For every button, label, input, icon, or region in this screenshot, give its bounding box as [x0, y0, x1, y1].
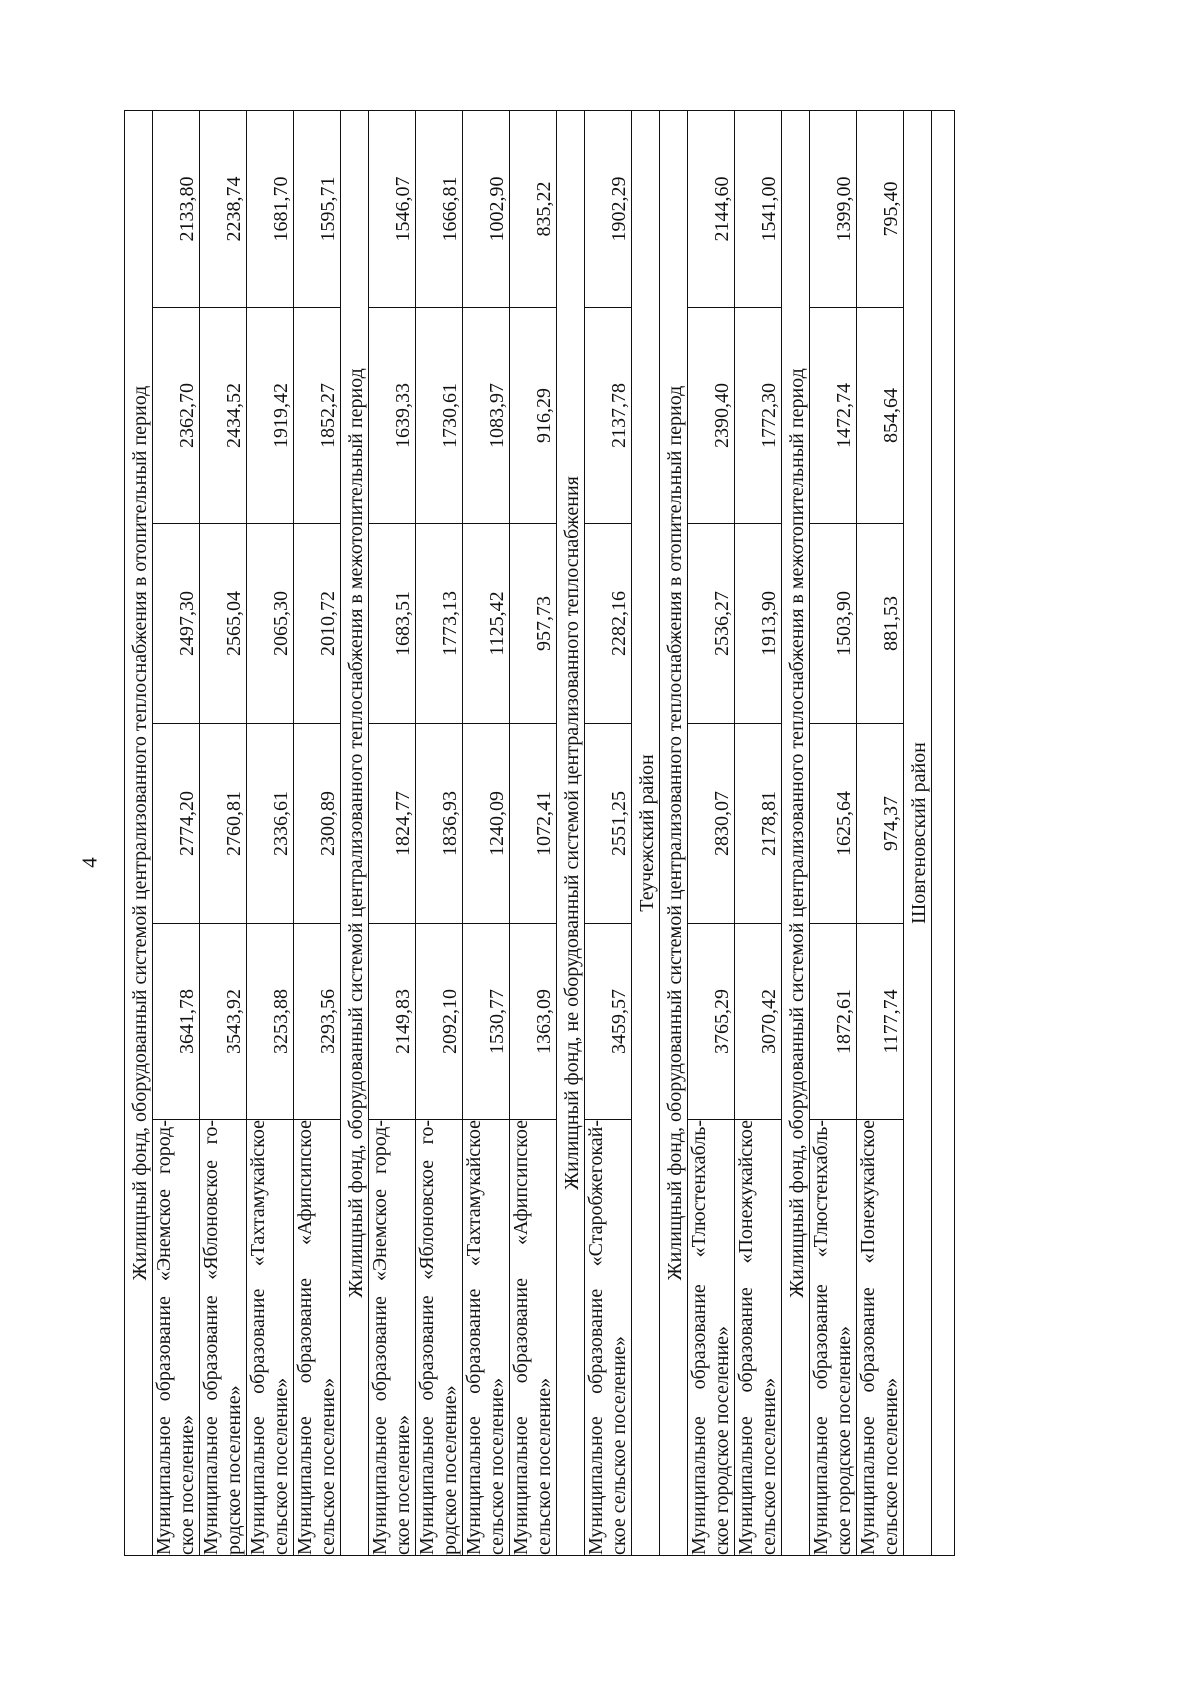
municipality-name-line: ское сельское поселение»: [608, 1336, 630, 1555]
municipality-name-cell: [585, 1120, 632, 1556]
section-heading: Жилищный фонд, оборудованный системой централизованного теплоснабжения в межотопительный период: [782, 111, 810, 1556]
value-cell: 3765,29: [688, 924, 735, 1120]
municipality-name-cell: [369, 1120, 416, 1556]
municipality-name-line: ское поселение»: [176, 1414, 198, 1555]
section-heading: Жилищный фонд, оборудованный системой централизованного теплоснабжения в отопительный период: [125, 111, 153, 1556]
value-cell: 1872,61: [810, 924, 857, 1120]
municipality-name-cell: [735, 1120, 782, 1556]
section-row: [904, 111, 932, 1556]
value-cell: 2336,61: [247, 724, 294, 924]
housing-fund-table: [124, 110, 955, 1556]
value-cell: 1125,42: [463, 524, 510, 724]
section-row: [125, 111, 153, 1556]
municipality-name-line: ское городское поселение»: [711, 1325, 733, 1555]
section-row: [632, 111, 660, 1556]
value-cell: 1503,90: [810, 524, 857, 724]
value-cell: 2178,81: [735, 724, 782, 924]
value-cell: 1683,51: [369, 524, 416, 724]
value-cell: 1530,77: [463, 924, 510, 1120]
municipality-name-line: ское поселение»: [392, 1414, 414, 1555]
municipality-name-cell: [416, 1120, 463, 1556]
value-cell: 1773,13: [416, 524, 463, 724]
value-cell: 1666,81: [416, 111, 463, 308]
table-row: [294, 111, 341, 1556]
value-cell: 3459,57: [585, 924, 632, 1120]
section-row: [782, 111, 810, 1556]
table-row: [688, 111, 735, 1556]
value-cell: 2137,78: [585, 308, 632, 524]
municipality-name-line: ское городское поселение»: [833, 1325, 855, 1555]
table-row: [416, 111, 463, 1556]
value-cell: 1240,09: [463, 724, 510, 924]
value-cell: 3070,42: [735, 924, 782, 1120]
value-cell: 2282,16: [585, 524, 632, 724]
value-cell: 1546,07: [369, 111, 416, 308]
municipality-name-line: родское поселение»: [439, 1385, 461, 1555]
section-heading: Жилищный фонд, оборудованный системой централизованного теплоснабжения в межотопительный период: [341, 111, 369, 1556]
value-cell: 1625,64: [810, 724, 857, 924]
value-cell: 1824,77: [369, 724, 416, 924]
value-cell: 1363,09: [510, 924, 557, 1120]
municipality-name-line: Муниципальное образование «Понежукайское: [735, 1120, 757, 1555]
municipality-name-line: родское поселение»: [223, 1385, 245, 1555]
rotated-table-container: [124, 111, 1080, 1556]
municipality-name-line: Муниципальное образование «Тахтамукайское: [247, 1120, 269, 1555]
value-cell: 2133,80: [153, 111, 200, 308]
blank-cell: [932, 111, 955, 1556]
municipality-name-line: сельское поселение»: [758, 1377, 780, 1555]
value-cell: 835,22: [510, 111, 557, 308]
value-cell: 3293,56: [294, 924, 341, 1120]
table-row: [810, 111, 857, 1556]
municipality-name-line: сельское поселение»: [533, 1377, 555, 1555]
value-cell: 2149,83: [369, 924, 416, 1120]
value-cell: 2362,70: [153, 308, 200, 524]
value-cell: 1472,74: [810, 308, 857, 524]
municipality-name-line: Муниципальное образование «Афипсипское: [510, 1120, 532, 1555]
municipality-name-line: Муниципальное образование «Яблоновское го-: [416, 1120, 438, 1555]
value-cell: 2092,10: [416, 924, 463, 1120]
value-cell: 2434,52: [200, 308, 247, 524]
value-cell: 2565,04: [200, 524, 247, 724]
table-row: [735, 111, 782, 1556]
municipality-name-cell: [153, 1120, 200, 1556]
value-cell: 854,64: [857, 308, 904, 524]
value-cell: 2065,30: [247, 524, 294, 724]
section-heading: Жилищный фонд, не оборудованный системой централизованного теплоснабжения: [557, 111, 585, 1556]
value-cell: 1772,30: [735, 308, 782, 524]
value-cell: 1072,41: [510, 724, 557, 924]
table-row: [857, 111, 904, 1556]
value-cell: 3641,78: [153, 924, 200, 1120]
municipality-name-line: сельское поселение»: [486, 1377, 508, 1555]
municipality-name-cell: [510, 1120, 557, 1556]
municipality-name-line: Муниципальное образование «Энемское город-: [369, 1120, 391, 1555]
value-cell: 2536,27: [688, 524, 735, 724]
value-cell: 2774,20: [153, 724, 200, 924]
value-cell: 881,53: [857, 524, 904, 724]
value-cell: 1852,27: [294, 308, 341, 524]
value-cell: 1541,00: [735, 111, 782, 308]
municipality-name-cell: [857, 1120, 904, 1556]
municipality-name-line: Муниципальное образование «Афипсипское: [294, 1120, 316, 1555]
value-cell: 795,40: [857, 111, 904, 308]
municipality-name-line: Муниципальное образование «Понежукайское: [857, 1120, 879, 1555]
value-cell: 2830,07: [688, 724, 735, 924]
table-row: [463, 111, 510, 1556]
value-cell: 2497,30: [153, 524, 200, 724]
municipality-name-cell: [247, 1120, 294, 1556]
table-row: [247, 111, 294, 1556]
value-cell: 2010,72: [294, 524, 341, 724]
value-cell: 1177,74: [857, 924, 904, 1120]
municipality-name-line: Муниципальное образование «Энемское город-: [153, 1120, 175, 1555]
value-cell: 3253,88: [247, 924, 294, 1120]
section-row: [660, 111, 688, 1556]
municipality-name-line: Муниципальное образование «Тлюстенхабль-: [810, 1120, 832, 1555]
municipality-name-line: сельское поселение»: [880, 1377, 902, 1555]
table-body: [125, 111, 955, 1556]
value-cell: 1002,90: [463, 111, 510, 308]
section-row: [341, 111, 369, 1556]
value-cell: 2300,89: [294, 724, 341, 924]
blank-row: [932, 111, 955, 1556]
value-cell: 974,37: [857, 724, 904, 924]
section-heading: Теучежский район: [632, 111, 660, 1556]
table-row: [585, 111, 632, 1556]
page-number: 4: [77, 857, 102, 868]
value-cell: 2551,25: [585, 724, 632, 924]
table-row: [200, 111, 247, 1556]
municipality-name-cell: [200, 1120, 247, 1556]
table-row: [153, 111, 200, 1556]
section-heading: Шовгеновский район: [904, 111, 932, 1556]
municipality-name-cell: [810, 1120, 857, 1556]
value-cell: 1681,70: [247, 111, 294, 308]
municipality-name-cell: [688, 1120, 735, 1556]
table-row: [369, 111, 416, 1556]
table-row: [510, 111, 557, 1556]
value-cell: 957,73: [510, 524, 557, 724]
value-cell: 2144,60: [688, 111, 735, 308]
value-cell: 2238,74: [200, 111, 247, 308]
municipality-name-cell: [463, 1120, 510, 1556]
value-cell: 1836,93: [416, 724, 463, 924]
value-cell: 1902,29: [585, 111, 632, 308]
value-cell: 2390,40: [688, 308, 735, 524]
value-cell: 1595,71: [294, 111, 341, 308]
value-cell: 1730,61: [416, 308, 463, 524]
municipality-name-line: Муниципальное образование «Яблоновское го-: [200, 1120, 222, 1555]
municipality-name-line: сельское поселение»: [270, 1377, 292, 1555]
municipality-name-line: сельское поселение»: [317, 1377, 339, 1555]
municipality-name-line: Муниципальное образование «Старобжегокай-: [585, 1120, 607, 1555]
municipality-name-line: Муниципальное образование «Тахтамукайское: [463, 1120, 485, 1555]
value-cell: 3543,92: [200, 924, 247, 1120]
value-cell: 1919,42: [247, 308, 294, 524]
value-cell: 1083,97: [463, 308, 510, 524]
municipality-name-cell: [294, 1120, 341, 1556]
municipality-name-line: Муниципальное образование «Тлюстенхабль-: [688, 1120, 710, 1555]
section-heading: Жилищный фонд, оборудованный системой централизованного теплоснабжения в отопительный период: [660, 111, 688, 1556]
value-cell: 2760,81: [200, 724, 247, 924]
section-row: [557, 111, 585, 1556]
value-cell: 916,29: [510, 308, 557, 524]
value-cell: 1639,33: [369, 308, 416, 524]
value-cell: 1913,90: [735, 524, 782, 724]
value-cell: 1399,00: [810, 111, 857, 308]
